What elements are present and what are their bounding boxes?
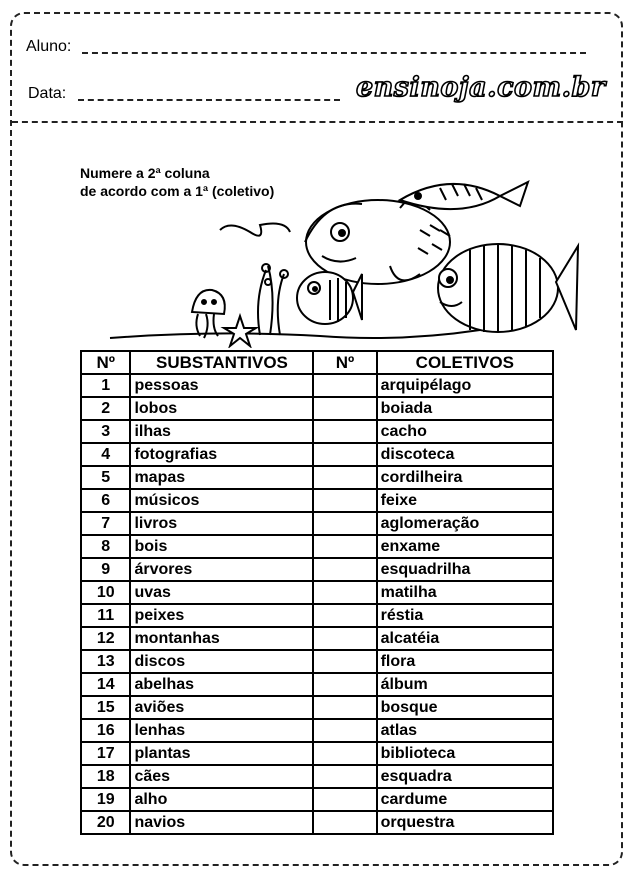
- row-number: 13: [81, 650, 130, 673]
- noun-cell: livros: [130, 512, 313, 535]
- row-number: 9: [81, 558, 130, 581]
- collective-nouns-table: [80, 350, 554, 835]
- noun-cell: plantas: [130, 742, 313, 765]
- row-number: 3: [81, 420, 130, 443]
- row-number: 16: [81, 719, 130, 742]
- table-row: [81, 719, 553, 742]
- header-collectives: COLETIVOS: [377, 351, 553, 374]
- answer-number-cell[interactable]: [313, 512, 376, 535]
- table-row: [81, 535, 553, 558]
- table-row: [81, 443, 553, 466]
- table-row: [81, 765, 553, 788]
- answer-number-cell[interactable]: [313, 765, 376, 788]
- answer-number-cell[interactable]: [313, 466, 376, 489]
- collective-cell: feixe: [377, 489, 553, 512]
- noun-cell: árvores: [130, 558, 313, 581]
- noun-cell: lobos: [130, 397, 313, 420]
- table-row: [81, 696, 553, 719]
- row-number: 20: [81, 811, 130, 834]
- header-number-1: Nº: [81, 351, 130, 374]
- collective-cell: atlas: [377, 719, 553, 742]
- collective-cell: boiada: [377, 397, 553, 420]
- table-row: [81, 581, 553, 604]
- table-row: [81, 512, 553, 535]
- striped-fish-icon: [438, 244, 578, 332]
- collective-cell: cordilheira: [377, 466, 553, 489]
- noun-cell: bois: [130, 535, 313, 558]
- answer-number-cell[interactable]: [313, 489, 376, 512]
- row-number: 5: [81, 466, 130, 489]
- row-number: 17: [81, 742, 130, 765]
- answer-number-cell[interactable]: [313, 673, 376, 696]
- collective-cell: esquadrilha: [377, 558, 553, 581]
- row-number: 18: [81, 765, 130, 788]
- answer-number-cell[interactable]: [313, 558, 376, 581]
- date-label: Data:: [28, 85, 67, 102]
- answer-number-cell[interactable]: [313, 719, 376, 742]
- noun-cell: abelhas: [130, 673, 313, 696]
- answer-number-cell[interactable]: [313, 742, 376, 765]
- table-row: [81, 558, 553, 581]
- noun-cell: uvas: [130, 581, 313, 604]
- row-number: 15: [81, 696, 130, 719]
- table-row: [81, 397, 553, 420]
- top-fish-icon: [400, 182, 528, 209]
- instructions-line-2: de acordo com a 1ª (coletivo): [80, 183, 275, 199]
- answer-number-cell[interactable]: [313, 788, 376, 811]
- table-row: [81, 489, 553, 512]
- row-number: 10: [81, 581, 130, 604]
- brand-logo: ensinoja.com.br: [356, 72, 606, 103]
- instructions-line-1: Numere a 2ª coluna: [80, 165, 210, 181]
- answer-number-cell[interactable]: [313, 604, 376, 627]
- answer-number-cell[interactable]: [313, 811, 376, 834]
- row-number: 19: [81, 788, 130, 811]
- table-row: [81, 650, 553, 673]
- answer-number-cell[interactable]: [313, 374, 376, 397]
- table-row: [81, 673, 553, 696]
- collective-cell: bosque: [377, 696, 553, 719]
- row-number: 11: [81, 604, 130, 627]
- collective-cell: cardume: [377, 788, 553, 811]
- seaweed-icon: [258, 264, 288, 335]
- student-label: Aluno:: [26, 38, 72, 55]
- starfish-icon: [224, 316, 256, 346]
- row-number: 4: [81, 443, 130, 466]
- fish-illustration: [100, 170, 580, 348]
- collective-cell: álbum: [377, 673, 553, 696]
- collective-cell: biblioteca: [377, 742, 553, 765]
- collective-cell: cacho: [377, 420, 553, 443]
- row-number: 14: [81, 673, 130, 696]
- table-row: [81, 374, 553, 397]
- table-header-row: [81, 351, 553, 374]
- noun-cell: peixes: [130, 604, 313, 627]
- date-line[interactable]: [78, 99, 340, 101]
- table-row: [81, 466, 553, 489]
- row-number: 8: [81, 535, 130, 558]
- collective-cell: alcatéia: [377, 627, 553, 650]
- seafloor-line: [110, 330, 480, 338]
- noun-cell: discos: [130, 650, 313, 673]
- collective-cell: enxame: [377, 535, 553, 558]
- header-divider: [12, 121, 623, 123]
- row-number: 1: [81, 374, 130, 397]
- answer-number-cell[interactable]: [313, 650, 376, 673]
- noun-cell: mapas: [130, 466, 313, 489]
- table-row: [81, 811, 553, 834]
- noun-cell: músicos: [130, 489, 313, 512]
- collective-cell: réstia: [377, 604, 553, 627]
- noun-cell: navios: [130, 811, 313, 834]
- table-row: [81, 420, 553, 443]
- answer-number-cell[interactable]: [313, 696, 376, 719]
- collective-cell: matilha: [377, 581, 553, 604]
- answer-number-cell[interactable]: [313, 627, 376, 650]
- table-row: [81, 788, 553, 811]
- noun-cell: alho: [130, 788, 313, 811]
- collective-cell: aglomeração: [377, 512, 553, 535]
- noun-cell: cães: [130, 765, 313, 788]
- collective-cell: orquestra: [377, 811, 553, 834]
- header-nouns: SUBSTANTIVOS: [130, 351, 313, 374]
- water-wave: [220, 224, 290, 236]
- answer-number-cell[interactable]: [313, 397, 376, 420]
- row-number: 7: [81, 512, 130, 535]
- answer-number-cell[interactable]: [313, 420, 376, 443]
- noun-cell: lenhas: [130, 719, 313, 742]
- collective-cell: flora: [377, 650, 553, 673]
- row-number: 6: [81, 489, 130, 512]
- row-number: 2: [81, 397, 130, 420]
- noun-cell: pessoas: [130, 374, 313, 397]
- answer-number-cell[interactable]: [313, 581, 376, 604]
- collective-cell: discoteca: [377, 443, 553, 466]
- header-number-2: Nº: [313, 351, 376, 374]
- noun-cell: montanhas: [130, 627, 313, 650]
- collective-cell: esquadra: [377, 765, 553, 788]
- answer-number-cell[interactable]: [313, 443, 376, 466]
- answer-number-cell[interactable]: [313, 535, 376, 558]
- collective-cell: arquipélago: [377, 374, 553, 397]
- jellyfish-icon: [192, 290, 225, 338]
- noun-cell: aviões: [130, 696, 313, 719]
- table-row: [81, 604, 553, 627]
- table-row: [81, 742, 553, 765]
- student-name-line[interactable]: [82, 52, 586, 54]
- table-row: [81, 627, 553, 650]
- noun-cell: fotografias: [130, 443, 313, 466]
- noun-cell: ilhas: [130, 420, 313, 443]
- row-number: 12: [81, 627, 130, 650]
